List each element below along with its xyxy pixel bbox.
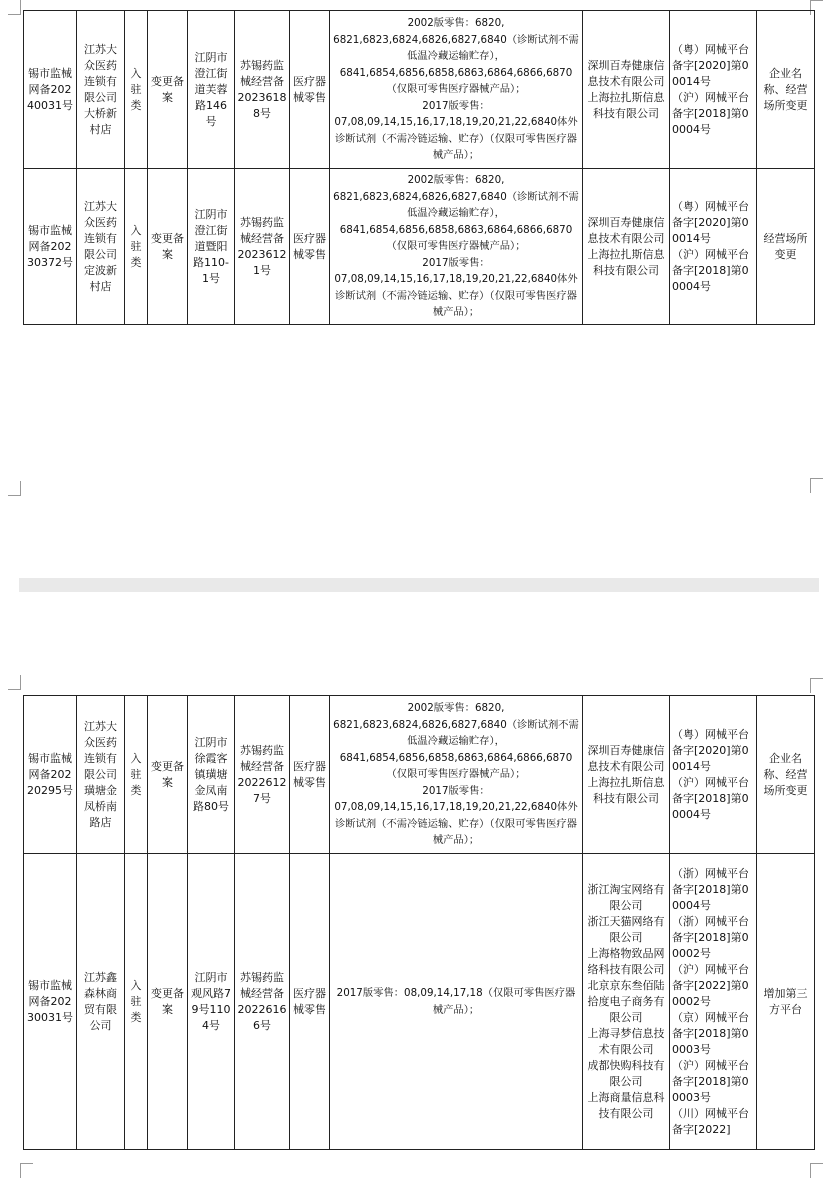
cell-line: （沪）网械平台备字[2018]第00004号 bbox=[672, 247, 749, 293]
record-number-cell: 锡市监械网备20230031号 bbox=[24, 854, 77, 1150]
cell-line: （沪）网械平台备字[2018]第00004号 bbox=[672, 775, 749, 821]
record-number-cell: 锡市监械网备20230372号 bbox=[24, 169, 77, 325]
platform-company-cell bbox=[583, 11, 670, 169]
cell-line: 6841,6854,6856,6858,6863,6864,6866,6870（仅限可零售医疗器械产品）； bbox=[339, 223, 573, 253]
cell-line: 深圳百寿健康信息技术有限公司 bbox=[587, 58, 665, 88]
cell-line: 2002版零售：6820, bbox=[407, 17, 505, 30]
platform-company-cell bbox=[583, 854, 670, 1150]
platform-company-cell bbox=[583, 696, 670, 854]
cell-line: （浙）网械平台备字[2018]第00004号 bbox=[672, 866, 749, 912]
page-corner-mark bbox=[20, 1163, 33, 1178]
address-cell: 江阴市澄江街道暨阳路110-1号 bbox=[188, 169, 235, 325]
platform-company-cell bbox=[583, 169, 670, 325]
cell-line: 上海商量信息科技有限公司 bbox=[587, 1090, 665, 1120]
record-number-cell: 锡市监械网备20220295号 bbox=[24, 696, 77, 854]
page-corner-mark bbox=[810, 678, 823, 693]
cell-line: 深圳百寿健康信息技术有限公司 bbox=[587, 743, 665, 773]
category-cell: 入驻类 bbox=[125, 11, 148, 169]
cell-line: （粤）网械平台备字[2020]第00014号 bbox=[672, 727, 749, 773]
address-cell: 江阴市徐霞客镇璜塘金凤南路80号 bbox=[188, 696, 235, 854]
cell-line: （浙）网械平台备字[2018]第00002号 bbox=[672, 914, 749, 960]
cell-line: （川）网械平台备字[2022] bbox=[672, 1106, 749, 1136]
change-item-cell: 企业名称、经营场所变更 bbox=[757, 696, 815, 854]
cell-line: （沪）网械平台备字[2022]第00002号 bbox=[672, 962, 749, 1008]
cell-line: 2017版零售： bbox=[422, 256, 490, 269]
company-name-cell: 江苏鑫森林商贸有限公司 bbox=[77, 854, 125, 1150]
record-number-cell: 锡市监械网备20240031号 bbox=[24, 11, 77, 169]
page-corner-mark bbox=[810, 1163, 823, 1178]
business-scope-cell bbox=[330, 696, 583, 854]
cell-line: 成都快购科技有限公司 bbox=[587, 1058, 665, 1088]
cell-line: 上海寻梦信息技术有限公司 bbox=[587, 1026, 665, 1056]
cell-line: 浙江淘宝网络有限公司 bbox=[587, 882, 665, 912]
company-name-cell: 江苏大众医药连锁有限公司大桥新村店 bbox=[77, 11, 125, 169]
page-corner-mark bbox=[8, 481, 21, 496]
platform-record-cell bbox=[670, 11, 757, 169]
business-scope-cell bbox=[330, 169, 583, 325]
license-cell: 苏锡药监械经营备20226127号 bbox=[235, 696, 290, 854]
license-cell: 苏锡药监械经营备20236121号 bbox=[235, 169, 290, 325]
cell-line: 6821,6823,6824,6826,6827,6840（诊断试剂不需低温冷藏运输贮存）， bbox=[333, 33, 579, 63]
license-cell: 苏锡药监械经营备20236188号 bbox=[235, 11, 290, 169]
table-row bbox=[24, 696, 815, 854]
cell-line: 北京京东叁佰陆拾度电子商务有限公司 bbox=[587, 978, 665, 1024]
business-type-cell: 医疗器械零售 bbox=[290, 696, 330, 854]
cell-line: 浙江天猫网络有限公司 bbox=[587, 914, 665, 944]
platform-record-cell bbox=[670, 696, 757, 854]
cell-line: （粤）网械平台备字[2020]第00014号 bbox=[672, 42, 749, 88]
table-row bbox=[24, 854, 815, 1150]
cell-line: 6841,6854,6856,6858,6863,6864,6866,6870（仅限可零售医疗器械产品）； bbox=[339, 66, 573, 96]
company-name-cell: 江苏大众医药连锁有限公司定波新村店 bbox=[77, 169, 125, 325]
category-cell: 入驻类 bbox=[125, 696, 148, 854]
action-cell: 变更备案 bbox=[148, 854, 188, 1150]
cell-line: 6821,6823,6824,6826,6827,6840（诊断试剂不需低温冷藏运输贮存）， bbox=[333, 190, 579, 220]
action-cell: 变更备案 bbox=[148, 11, 188, 169]
registration-table bbox=[23, 10, 815, 325]
business-type-cell: 医疗器械零售 bbox=[290, 11, 330, 169]
cell-line: （粤）网械平台备字[2020]第00014号 bbox=[672, 199, 749, 245]
platform-record-cell bbox=[670, 854, 757, 1150]
registration-table bbox=[23, 695, 815, 1150]
cell-line: 07,08,09,14,15,16,17,18,19,20,21,22,6840体外诊断试剂（不需冷链运输、贮存）（仅限可零售医疗器械产品）； bbox=[334, 116, 578, 162]
cell-line: （京）网械平台备字[2018]第00003号 bbox=[672, 1010, 749, 1056]
cell-line: 上海格物致品网络科技有限公司 bbox=[587, 946, 665, 976]
table-row bbox=[24, 169, 815, 325]
cell-line: 上海拉扎斯信息科技有限公司 bbox=[587, 247, 665, 277]
category-cell: 入驻类 bbox=[125, 854, 148, 1150]
cell-line: 2017版零售： bbox=[422, 784, 490, 797]
change-item-cell: 增加第三方平台 bbox=[757, 854, 815, 1150]
cell-line: 07,08,09,14,15,16,17,18,19,20,21,22,6840体外诊断试剂（不需冷链运输、贮存）（仅限可零售医疗器械产品）； bbox=[334, 801, 578, 847]
platform-record-cell bbox=[670, 169, 757, 325]
company-name-cell: 江苏大众医药连锁有限公司璜塘金凤桥南路店 bbox=[77, 696, 125, 854]
cell-line: （沪）网械平台备字[2018]第00004号 bbox=[672, 90, 749, 136]
page-corner-mark bbox=[810, 478, 823, 493]
cell-line: （沪）网械平台备字[2018]第00003号 bbox=[672, 1058, 749, 1104]
action-cell: 变更备案 bbox=[148, 696, 188, 854]
change-item-cell: 企业名称、经营场所变更 bbox=[757, 11, 815, 169]
cell-line: 6841,6854,6856,6858,6863,6864,6866,6870（仅限可零售医疗器械产品）； bbox=[339, 751, 573, 781]
page-separator bbox=[19, 578, 819, 592]
business-type-cell: 医疗器械零售 bbox=[290, 854, 330, 1150]
business-scope-cell bbox=[330, 854, 583, 1150]
license-cell: 苏锡药监械经营备20226166号 bbox=[235, 854, 290, 1150]
cell-line: 6821,6823,6824,6826,6827,6840（诊断试剂不需低温冷藏运输贮存）， bbox=[333, 718, 579, 748]
table-row bbox=[24, 11, 815, 169]
cell-line: 2002版零售：6820, bbox=[407, 702, 505, 715]
address-cell: 江阴市观风路79号1104号 bbox=[188, 854, 235, 1150]
category-cell: 入驻类 bbox=[125, 169, 148, 325]
cell-line: 上海拉扎斯信息科技有限公司 bbox=[587, 90, 665, 120]
cell-line: 07,08,09,14,15,16,17,18,19,20,21,22,6840体外诊断试剂（不需冷链运输、贮存）（仅限可零售医疗器械产品）； bbox=[334, 273, 578, 319]
cell-line: 深圳百寿健康信息技术有限公司 bbox=[587, 215, 665, 245]
address-cell: 江阴市澄江街道芙蓉路146号 bbox=[188, 11, 235, 169]
cell-line: 2017版零售： bbox=[422, 99, 490, 112]
cell-line: 2002版零售：6820, bbox=[407, 174, 505, 187]
cell-line: 2017版零售：08,09,14,17,18（仅限可零售医疗器械产品）； bbox=[336, 987, 576, 1016]
page-corner-mark bbox=[8, 0, 21, 15]
business-type-cell: 医疗器械零售 bbox=[290, 169, 330, 325]
change-item-cell: 经营场所变更 bbox=[757, 169, 815, 325]
page-corner-mark bbox=[8, 675, 21, 690]
action-cell: 变更备案 bbox=[148, 169, 188, 325]
cell-line: 上海拉扎斯信息科技有限公司 bbox=[587, 775, 665, 805]
business-scope-cell bbox=[330, 11, 583, 169]
